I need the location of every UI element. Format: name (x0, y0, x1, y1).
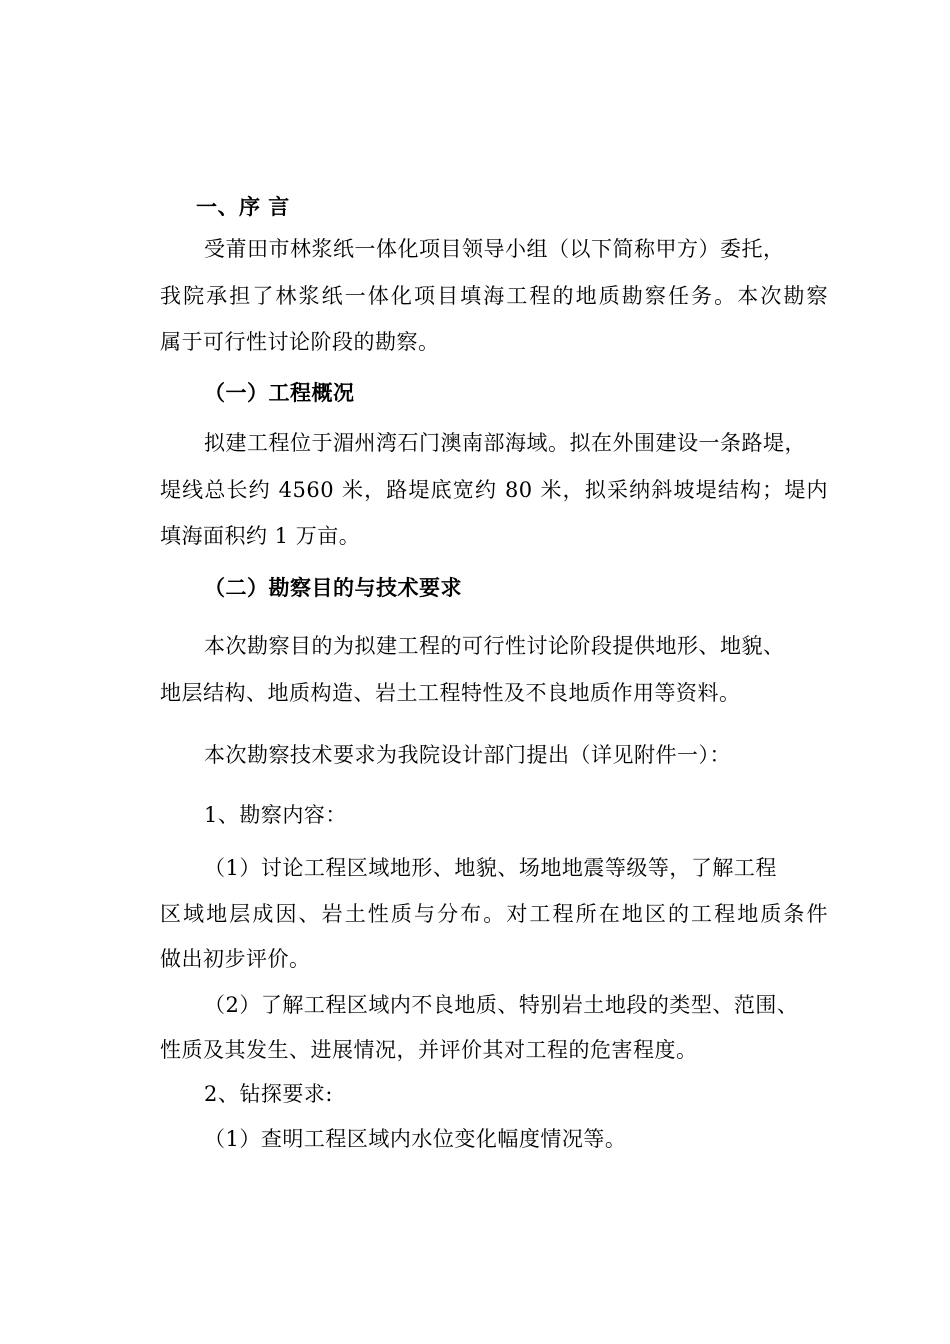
paragraph-line: 本次勘察目的为拟建工程的可行性讨论阶段提供地形、地貌、 (204, 634, 785, 658)
paragraph-line: 区域地层成因、岩土性质与分布。对工程所在地区的工程地质条件 (160, 902, 828, 926)
subheading-project-overview: （一）工程概况 (204, 381, 355, 405)
paragraph-line: 做出初步评价。 (160, 947, 311, 971)
paragraph-line: 地层结构、地质构造、岩土工程特性及不良地质作用等资料。 (160, 681, 741, 705)
list-item-title: 2、钻探要求: (204, 1082, 333, 1106)
paragraph-line: 属于可行性讨论阶段的勘察。 (160, 330, 440, 354)
paragraph-line: 本次勘察技术要求为我院设计部门提出（详见附件一）： (204, 743, 731, 767)
paragraph-line: 我院承担了林浆纸一体化项目填海工程的地质勘察任务。本次勘察 (160, 284, 828, 308)
paragraph-line: 受莆田市林浆纸一体化项目领导小组（以下简称甲方）委托， (204, 237, 785, 261)
paragraph-line: 性质及其发生、进展情况，并评价其对工程的危害程度。 (160, 1038, 698, 1062)
paragraph-line: （1）讨论工程区域地形、地貌、场地地震等级等，了解工程 (204, 856, 777, 880)
paragraph-line: 拟建工程位于湄州湾石门澳南部海域。拟在外围建设一条路堤， (204, 431, 806, 455)
subheading-survey-purpose: （二）勘察目的与技术要求 (204, 576, 462, 600)
paragraph-line: 堤线总长约 4560 米，路堤底宽约 80 米，拟采纳斜坡堤结构；堤内 (160, 478, 828, 502)
paragraph-line: （1）查明工程区域内水位变化幅度情况等。 (204, 1127, 627, 1151)
section-heading-preface: 一、序 言 (196, 195, 290, 219)
paragraph-line: 填海面积约 1 万亩。 (160, 524, 361, 548)
paragraph-line: （2）了解工程区域内不良地质、特别岩土地段的类型、范围、 (204, 993, 799, 1017)
list-item-title: 1、勘察内容： (204, 803, 347, 827)
